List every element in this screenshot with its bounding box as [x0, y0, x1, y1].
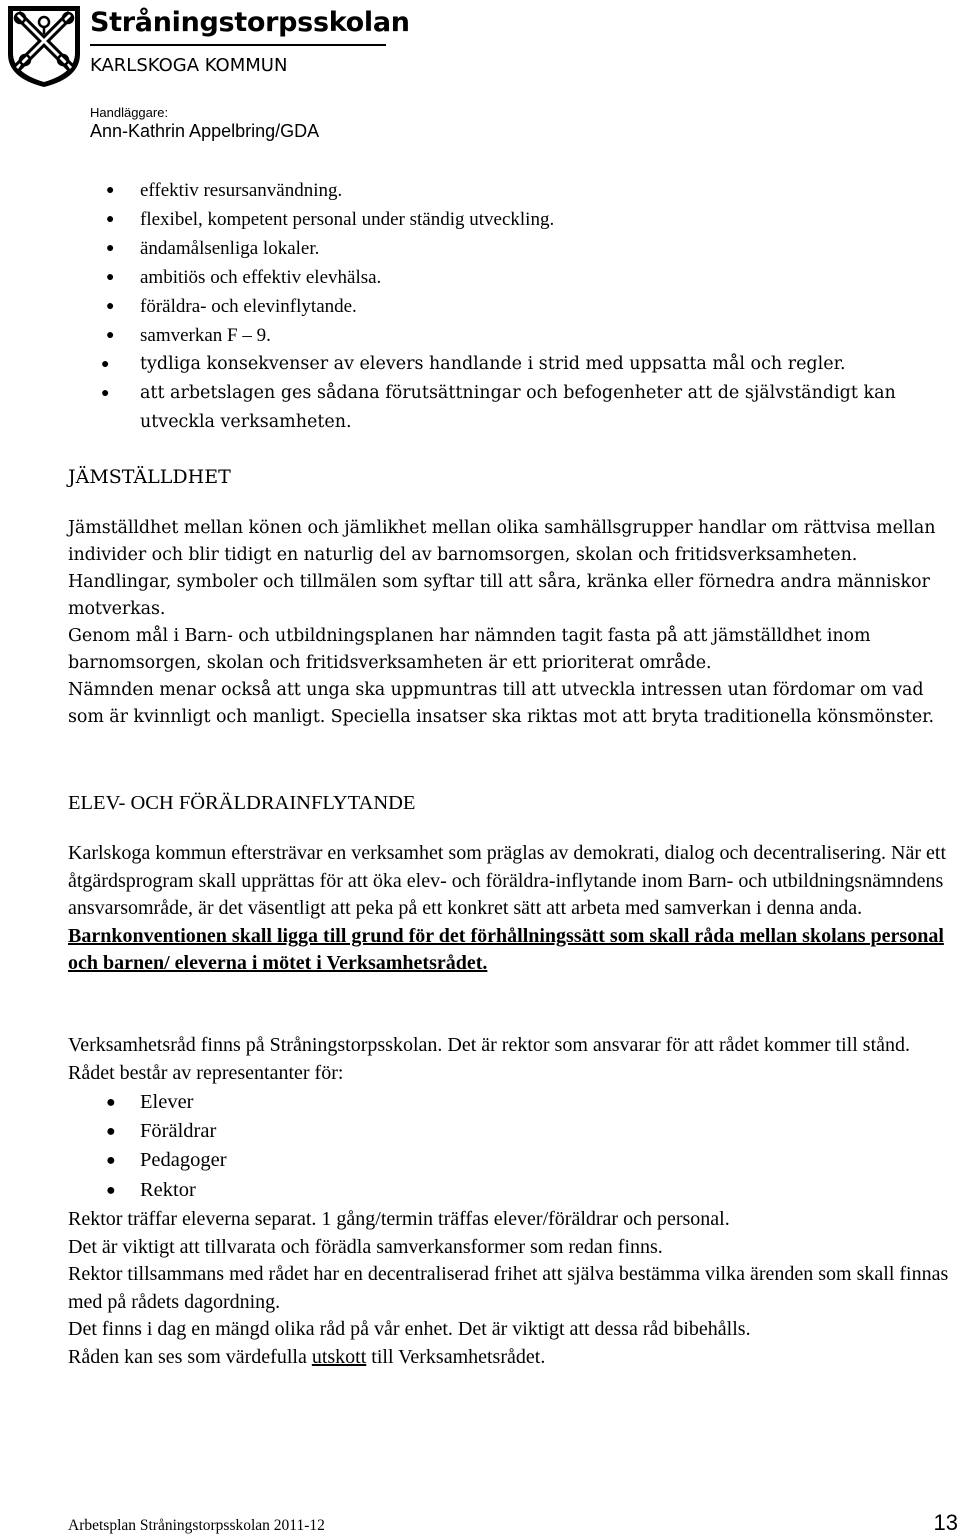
- detail-line: Det finns i dag en mängd olika råd på vår enhet. Det är viktigt att dessa råd bibehålls.: [68, 1318, 751, 1340]
- footer-text: Arbetsplan Stråningstorpsskolan 2011-12: [68, 1517, 325, 1534]
- list-item: ● ambitiös och effektiv elevhälsa.: [0, 263, 960, 292]
- bullet-icon: ●: [106, 299, 115, 314]
- bullet-icon: ●: [106, 212, 115, 227]
- equality-paragraph-1: Jämställdhet mellan könen och jämlikhet mellan olika samhällsgrupper handlar om rättvisa mellan individer och blir tidigt en naturlig del av barnomsorgen, skolan och fritidsverksamheten. Handlingar, symboler och tillmälen som syftar till att såra, kränka eller förnedra andra människor motverkas.: [68, 518, 936, 619]
- school-crest-logo: [5, 4, 83, 88]
- list-item: ● tydliga konsekvenser av elevers handlande i strid med uppsatta mål och regler.: [0, 350, 960, 379]
- bullet-icon: ●: [106, 270, 115, 285]
- bullet-icon: ●: [106, 1094, 116, 1111]
- handler-name: Ann-Kathrin Appelbring/GDA: [90, 121, 320, 141]
- list-item: ● Föräldrar: [0, 1117, 400, 1146]
- list-item: ● att arbetslagen ges sådana förutsättningar och befogenheter att de självständigt kan utveckla verksamheten.: [0, 379, 960, 437]
- influence-heading: ELEV- OCH FÖRÄLDRAINFLYTANDE: [68, 792, 416, 814]
- bullet-icon: ●: [106, 1181, 116, 1199]
- list-item: ● samverkan F – 9.: [0, 321, 960, 350]
- list-item: ● Elever: [0, 1088, 400, 1117]
- equality-body: [68, 515, 958, 731]
- equality-paragraph-3: Nämnden menar också att unga ska uppmuntras till att utveckla intressen utan fördomar om vad som är kvinnligt och manligt. Speciella insatser ska riktas mot att bryta traditionella könsmönster.: [68, 680, 934, 727]
- bullet-icon: ●: [106, 183, 115, 198]
- equality-heading: JÄMSTÄLLDHET: [68, 466, 231, 488]
- equality-paragraph-2: Genom mål i Barn- och utbildningsplanen har nämnden tagit fasta på att jämställdhet inom barnomsorgen, skolan och fritidsverksamheten är ett prioriterat område.: [68, 626, 871, 673]
- emphasized-statement: Barnkonventionen skall ligga till grund för det förhållningssätt som skall råda mellan skolans personal och barnen/ eleverna i mötet i Verksamhetsrådet.: [68, 924, 944, 974]
- council-details: [68, 1206, 960, 1371]
- header-rule: [90, 44, 386, 46]
- detail-line: Det är viktigt att tillvarata och förädla samverkansformer som redan finns.: [68, 1235, 663, 1258]
- council-paragraph: Verksamhetsråd finns på Stråningstorpsskolan. Det är rektor som ansvarar för att rådet kommer till stånd. Rådet består av representanter för:: [68, 1034, 911, 1084]
- list-item: ● effektiv resursanvändning.: [0, 176, 960, 205]
- bullet-icon: ●: [106, 1123, 116, 1141]
- council-members-list: [0, 1088, 400, 1205]
- list-item: ● Rektor: [0, 1176, 400, 1205]
- municipality-name: KARLSKOGA KOMMUN: [90, 55, 288, 76]
- detail-line: Rektor tillsammans med rådet har en decentraliserad frihet att själva bestämma vilka ärenden som skall finnas med på rådets dagordning.: [68, 1263, 949, 1313]
- list-item: ● flexibel, kompetent personal under ständig utveckling.: [0, 205, 960, 234]
- handler-label: Handläggare:: [90, 105, 169, 120]
- page-number: 13: [933, 1510, 958, 1535]
- influence-paragraph-1: Karlskoga kommun eftersträvar en verksamhet som präglas av demokrati, dialog och decentralisering. När ett åtgärdsprogram skall upprättas för att öka elev- och föräldra-inflytande inom Barn- och utbildningsnämndens ansvarsområde, är det väsentligt att peka på ett konkret sätt att arbeta med samverkan i denna anda. Barnkonventionen skall ligga till grund för det förhållningssätt som skall råda mellan skolans personal och barnen/ eleverna i mötet i Verksamhetsrådet.: [68, 842, 947, 974]
- bullet-icon: ●: [106, 1152, 116, 1170]
- list-item: ● föräldra- och elevinflytande.: [0, 292, 960, 321]
- list-item: ● Pedagoger: [0, 1146, 400, 1175]
- committee-term: utskott: [311, 1345, 367, 1368]
- bullet-icon: ●: [101, 357, 110, 372]
- detail-line: Rektor träffar eleverna separat. 1 gång/termin träffas elever/föräldrar och personal.: [68, 1208, 730, 1230]
- detail-line: Råden kan ses som värdefulla utskott till Verksamhetsrådet.: [68, 1345, 546, 1368]
- goals-list: [0, 176, 960, 437]
- bullet-icon: ●: [106, 241, 115, 256]
- list-item: ● ändamålsenliga lokaler.: [0, 234, 960, 263]
- bullet-icon: ●: [101, 386, 110, 401]
- bullet-icon: ●: [106, 328, 115, 343]
- school-name: Stråningstorpsskolan: [90, 7, 410, 38]
